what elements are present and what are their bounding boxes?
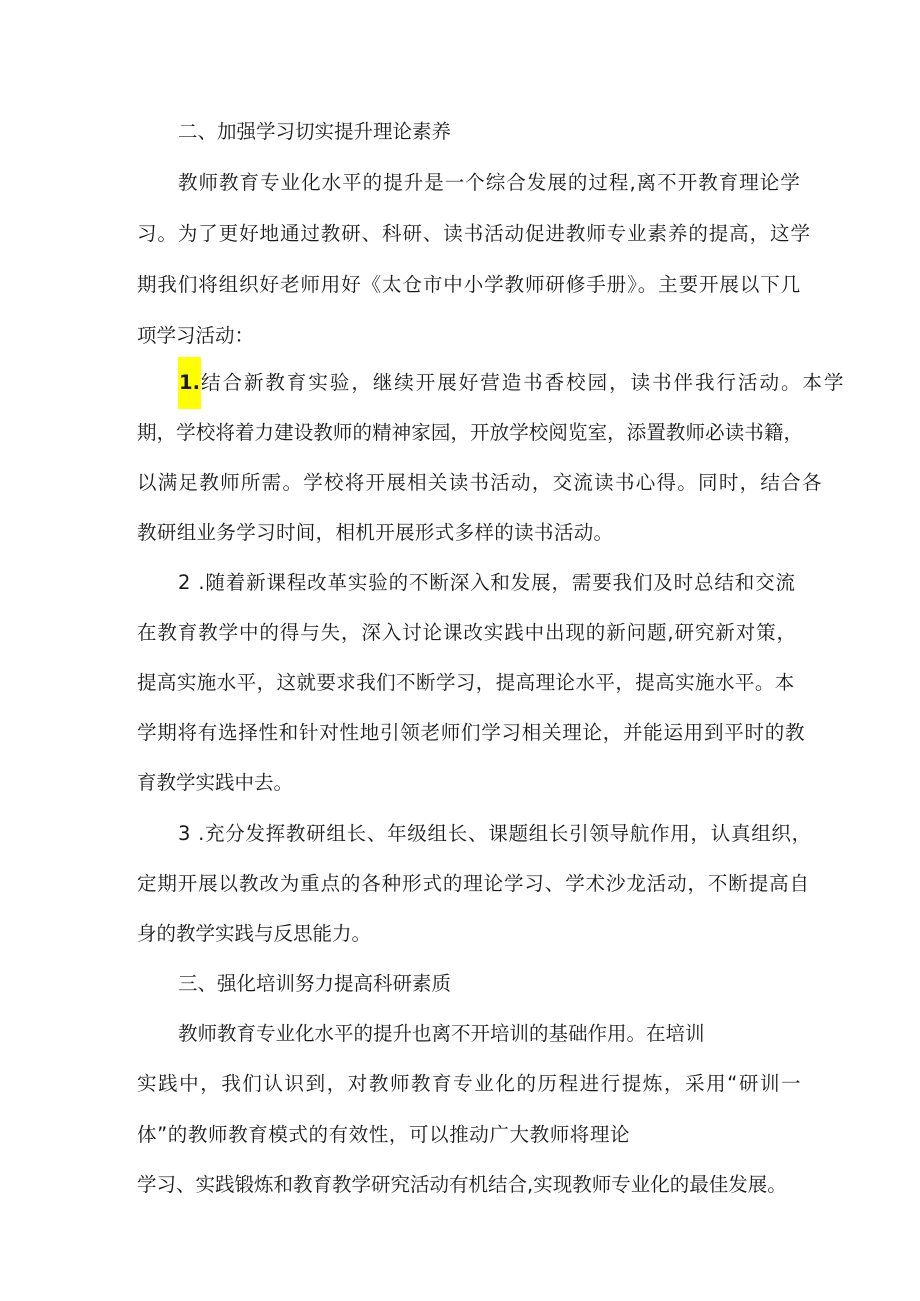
paragraph-line: 期我们将组织好老师用好《太仓市中小学教师研修手册》。主要开展以下几 [137,273,802,296]
paragraph-line: 育教学实践中去。 [137,771,294,794]
paragraph-line: 体”的教师教育模式的有效性，可以推动广大教师将理论 [137,1123,631,1146]
paragraph-line: 实践中，我们认识到，对教师教育专业化的历程进行提炼，采用“研训一 [137,1072,803,1095]
paragraph-line: 定期开展以教改为重点的各种形式的理论学习、学术沙龙活动，不断提高自 [137,872,810,895]
list-item-2: 2 .随着新课程改革实验的不断深入和发展，需要我们及时总结和交流 [178,571,796,594]
paragraph-line: 以满足教师所需。学校将开展相关读书活动，交流读书心得。同时，结合各 [137,471,823,494]
paragraph-line: 教师教育专业化水平的提升是一个综合发展的过程,离不开教育理论学 [178,171,801,194]
list-item-3: 3 .充分发挥教研组长、年级组长、课题组长引领导航作用，认真组织， [178,822,812,845]
paragraph-line: 学期将有选择性和针对性地引领老师们学习相关理论，并能运用到平时的教 [137,721,806,744]
section-heading-3: 三、强化培训努力提高科研素质 [178,972,452,995]
paragraph-line: 教研组业务学习时间，相机开展形式多样的读书活动。 [137,521,614,544]
highlighted-item-number: 1. [178,357,201,409]
paragraph-line: 项学习活动： [137,324,255,347]
paragraph-line: 学习、实践锻炼和教育教学研究活动有机结合,实现教师专业化的最佳发展。 [137,1173,787,1196]
list-item-1-first-line: 1.结合新教育实验，继续开展好营造书香校园，读书伴我行活动。本学 [178,357,920,409]
paragraph-line: 教师教育专业化水平的提升也离不开培训的基础作用。在培训 [178,1022,705,1045]
section-heading-2: 二、加强学习切实提升理论素养 [178,120,452,143]
paragraph-line: 期，学校将着力建设教师的精神家园，开放学校阅览室，添置教师必读书籍， [137,421,804,444]
paragraph-line: 在教育教学中的得与失，深入讨论课改实践中出现的新问题,研究新对策， [137,621,797,644]
paragraph-line: 身的教学实践与反思能力。 [137,922,372,945]
paragraph-line: 习。为了更好地通过教研、科研、读书活动促进教师专业素养的提高，这学 [137,222,811,245]
paragraph-line: 提高实施水平，这就要求我们不断学习，提高理论水平，提高实施水平。本 [137,671,795,694]
